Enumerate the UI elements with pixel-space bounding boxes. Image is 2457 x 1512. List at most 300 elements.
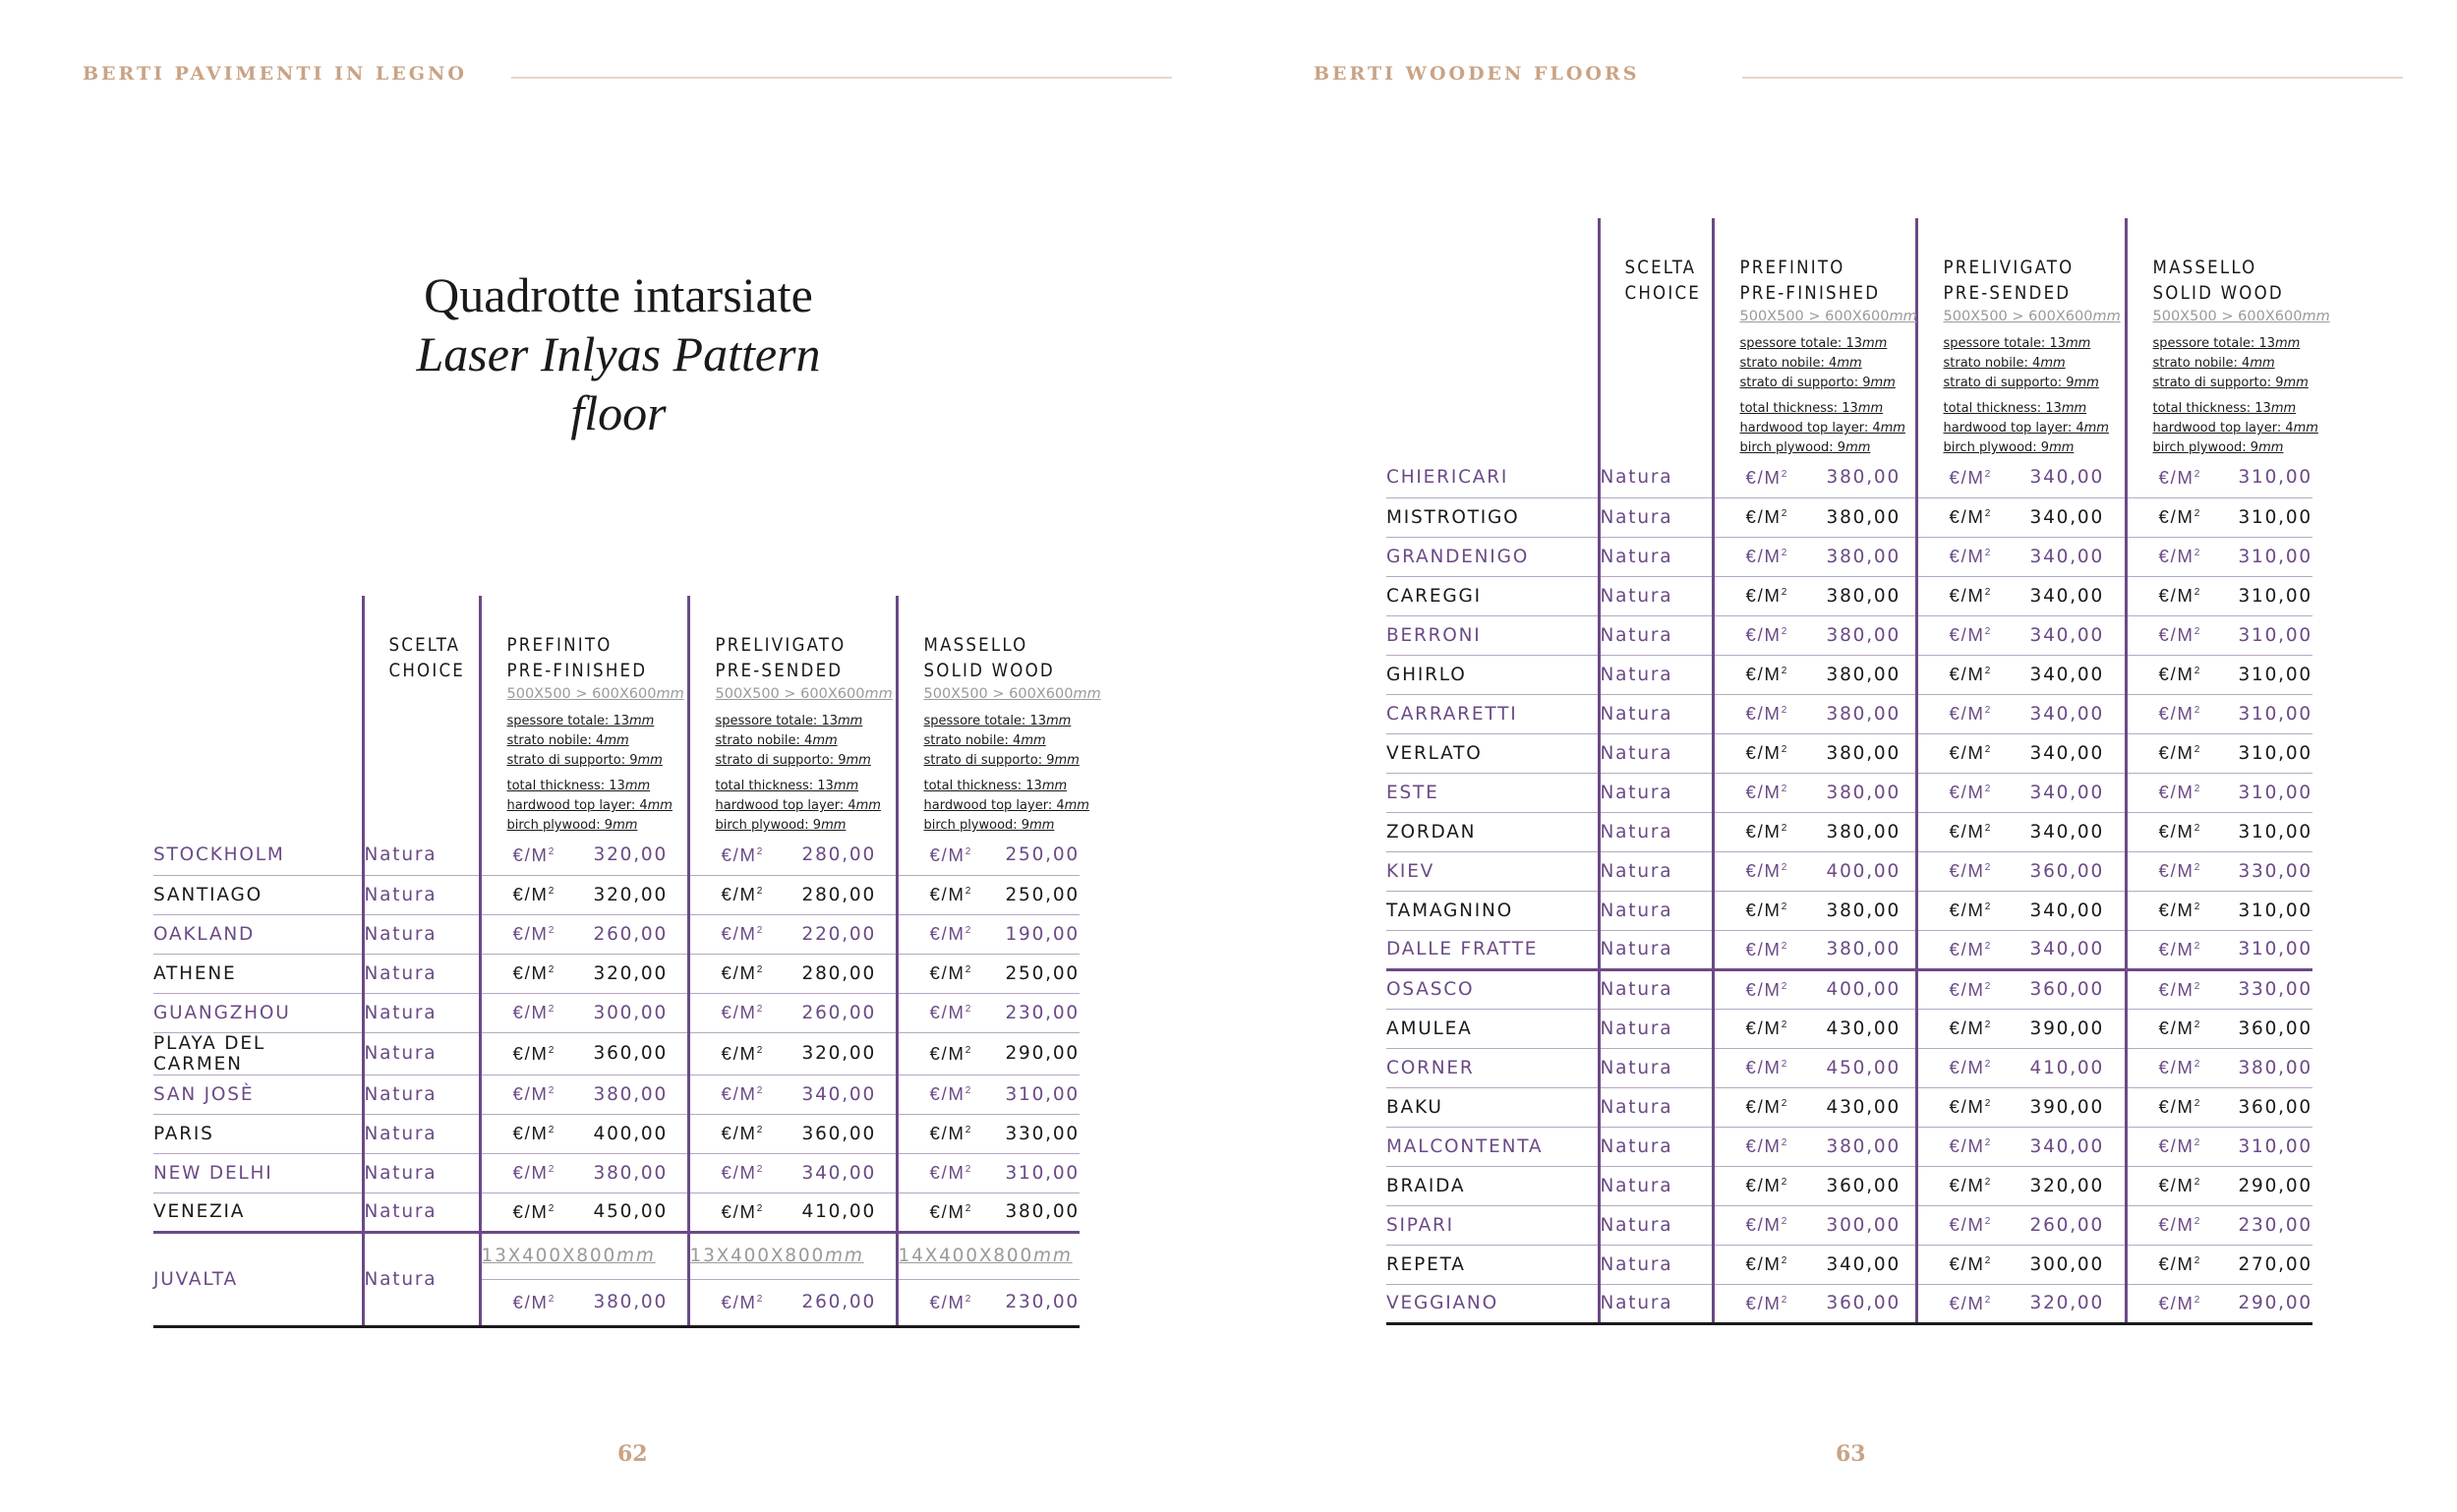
price-unit [1746, 782, 1827, 803]
price-cell [2126, 615, 2312, 655]
spec-line [716, 751, 896, 771]
juvalta-size-value: 14X400X800 [898, 1246, 1034, 1266]
price [899, 1292, 1081, 1313]
price [1918, 860, 2125, 882]
unit-text: €/M [1745, 624, 1782, 645]
unit-text: €/M [2158, 1175, 2194, 1195]
unit-text: €/M [1745, 1292, 1782, 1313]
unit-sup: 2 [1781, 1254, 1787, 1266]
unit-text: €/M [929, 962, 965, 983]
price-unit [1950, 664, 2030, 685]
price [1715, 467, 1915, 489]
product-choice: Natura [1599, 733, 1713, 773]
unit-sup: 2 [1984, 586, 1991, 598]
price-unit [1746, 821, 1827, 843]
unit-sup: 2 [756, 1003, 763, 1015]
spec-line [1944, 438, 2125, 458]
unit-text: €/M [1949, 1018, 1985, 1038]
spec-unit: mm [833, 779, 859, 793]
price-cell [1916, 969, 2126, 1009]
price-unit [2159, 782, 2239, 803]
price-cell [1916, 930, 2126, 969]
spec-unit: mm [2066, 336, 2091, 351]
price-unit [1950, 1253, 2030, 1275]
price-value: 360,00 [2029, 860, 2105, 882]
unit-text: €/M [2158, 900, 2194, 920]
unit-sup: 2 [1781, 743, 1787, 755]
unit-sup: 2 [1984, 1136, 1991, 1148]
price-unit [1950, 1175, 2030, 1196]
header-size-value: 500X500 > 600X600 [1943, 309, 2093, 324]
unit-sup: 2 [756, 1124, 763, 1135]
price-value: 380,00 [1826, 939, 1901, 960]
header-specs_it [1740, 334, 1915, 393]
unit-sup: 2 [965, 845, 971, 857]
price-unit [722, 1043, 802, 1065]
unit-text: €/M [1745, 938, 1782, 960]
price [899, 1201, 1081, 1223]
unit-sup: 2 [2194, 861, 2200, 873]
spec-unit: mm [2049, 440, 2075, 455]
price-cell [480, 1114, 688, 1153]
price-value: 380,00 [1005, 1201, 1080, 1222]
running-head-right: BERTI WOODEN FLOORS [1314, 63, 1640, 85]
price [1715, 624, 1915, 646]
price [482, 1123, 687, 1144]
unit-sup: 2 [1984, 468, 1991, 480]
header-choice-label: CHOICE [1624, 283, 1701, 304]
price-value: 310,00 [2238, 624, 2312, 646]
unit-sup: 2 [1984, 901, 1991, 912]
price-cell [480, 1279, 688, 1326]
product-choice: Natura [363, 836, 480, 875]
price-cell [1713, 1009, 1916, 1048]
product-name: MISTROTIGO [1386, 497, 1599, 537]
price-unit [1746, 1018, 1827, 1039]
product-name: PARIS [153, 1114, 363, 1153]
price [690, 1043, 896, 1065]
spec-line [1740, 354, 1915, 374]
unit-text: €/M [1949, 1175, 1985, 1195]
price-cell [1916, 615, 2126, 655]
price-unit [930, 1002, 1006, 1023]
price-unit [2159, 585, 2239, 607]
unit-sup: 2 [2194, 507, 2200, 519]
spec-text: total thickness: 13 [506, 779, 625, 793]
spec-unit: mm [647, 798, 673, 813]
header-row [1386, 218, 2312, 458]
spec-unit: mm [2270, 401, 2297, 416]
spec-line [2153, 374, 2313, 393]
spec-line [716, 731, 896, 751]
price [482, 923, 687, 945]
price-unit [513, 1123, 594, 1144]
spec-unit: mm [1857, 401, 1884, 416]
unit-sup: 2 [1984, 940, 1991, 952]
table-row [1386, 458, 2312, 497]
unit-text: €/M [2158, 1292, 2194, 1313]
juvalta-size-unit: mm [1033, 1246, 1073, 1266]
price-unit [930, 962, 1006, 984]
spec-text: birch plywood: 9 [506, 818, 614, 833]
product-choice: Natura [1599, 655, 1713, 694]
price-unit [1950, 585, 2030, 607]
unit-text: €/M [721, 923, 757, 944]
juvalta-size-unit: mm [616, 1246, 656, 1266]
spec-text: strato di supporto: 9 [1739, 376, 1871, 390]
price-value: 380,00 [1826, 585, 1901, 607]
price-cell [2126, 969, 2312, 1009]
price-unit [1746, 703, 1827, 725]
unit-text: €/M [1949, 1135, 1985, 1156]
title-english: Laser Inlyas Pattern floor [416, 326, 821, 440]
price-unit [2159, 1214, 2239, 1236]
unit-text: €/M [1745, 900, 1782, 920]
price-cell [480, 914, 688, 954]
price-cell [2126, 694, 2312, 733]
unit-sup: 2 [1781, 625, 1787, 637]
unit-text: €/M [512, 923, 549, 944]
header-specs_en [923, 777, 1089, 836]
unit-sup: 2 [548, 885, 555, 897]
price [2128, 860, 2313, 882]
table-row [1386, 969, 2312, 1009]
unit-sup: 2 [965, 1124, 971, 1135]
product-name: GUANGZHOU [153, 993, 363, 1032]
unit-text: €/M [2158, 1057, 2194, 1077]
unit-sup: 2 [756, 1202, 763, 1214]
price-unit [2159, 979, 2239, 1001]
price-value: 290,00 [1005, 1043, 1080, 1064]
product-name: VEGGIANO [1386, 1284, 1599, 1323]
price-cell [1713, 694, 1916, 733]
header-prefinished-label: PREFINITO [506, 635, 613, 656]
price-value: 280,00 [801, 844, 877, 866]
juvalta-size-value: 13X400X800 [689, 1246, 826, 1266]
header-choice [363, 596, 480, 836]
unit-text: €/M [929, 1123, 965, 1143]
price-unit [1746, 900, 1827, 921]
price-value: 330,00 [2238, 979, 2312, 1000]
spec-line [507, 777, 687, 796]
price-value: 300,00 [1826, 1214, 1901, 1236]
price-table-left [153, 596, 1101, 1328]
price [899, 844, 1081, 866]
product-choice: Natura [1599, 497, 1713, 537]
unit-text: €/M [721, 843, 757, 865]
product-name: BAKU [1386, 1087, 1599, 1127]
unit-sup: 2 [965, 924, 971, 936]
spec-line [716, 777, 896, 796]
price-unit [1746, 860, 1827, 882]
price-value: 310,00 [2238, 900, 2312, 921]
header-presended-label: PRE-SENDED [1943, 283, 2072, 304]
price-unit [1950, 1057, 2030, 1078]
unit-text: €/M [512, 962, 549, 983]
price-value: 340,00 [2029, 939, 2105, 960]
spec-unit: mm [1064, 798, 1089, 813]
price [1918, 1175, 2125, 1196]
spec-line [924, 731, 1081, 751]
price [690, 884, 896, 905]
price [690, 1083, 896, 1105]
price-value: 340,00 [2029, 585, 2105, 607]
spec-text: total thickness: 13 [1739, 401, 1858, 416]
unit-text: €/M [2158, 938, 2194, 960]
unit-sup: 2 [548, 1003, 555, 1015]
price-cell [2126, 655, 2312, 694]
product-choice: Natura [1599, 576, 1713, 615]
unit-text: €/M [721, 1002, 757, 1022]
price-value: 340,00 [2029, 900, 2105, 921]
unit-sup: 2 [2194, 665, 2200, 676]
price-cell [2126, 1205, 2312, 1245]
unit-sup: 2 [1781, 940, 1787, 952]
unit-sup: 2 [2194, 901, 2200, 912]
unit-sup: 2 [2194, 980, 2200, 992]
price [1715, 1214, 1915, 1236]
spec-line [924, 751, 1081, 771]
unit-sup: 2 [1984, 743, 1991, 755]
juvalta-size [897, 1232, 1080, 1279]
header-prefinished-label: PRE-FINISHED [1739, 283, 1881, 304]
price-value: 380,00 [593, 1292, 669, 1312]
price-value: 300,00 [593, 1002, 669, 1023]
table-row [1386, 930, 2312, 969]
product-choice: Natura [1599, 1245, 1713, 1284]
header-size-unit: mm [2302, 309, 2330, 324]
product-name: CAREGGI [1386, 576, 1599, 615]
header-size [2152, 307, 2330, 326]
header-size-value: 500X500 > 600X600 [715, 686, 865, 702]
price [690, 1162, 896, 1184]
price-unit [513, 844, 594, 866]
unit-text: €/M [1745, 506, 1782, 527]
spec-text: hardwood top layer: 4 [2152, 421, 2294, 436]
price-value: 360,00 [1826, 1175, 1901, 1196]
price-unit [722, 1002, 802, 1023]
price [1918, 1018, 2125, 1039]
price [1715, 860, 1915, 882]
price-cell [2126, 1048, 2312, 1087]
price-value: 360,00 [2238, 1096, 2312, 1118]
unit-text: €/M [1745, 860, 1782, 881]
unit-sup: 2 [1984, 822, 1991, 834]
unit-text: €/M [2158, 703, 2194, 724]
price-value: 340,00 [2029, 546, 2105, 567]
unit-text: €/M [2158, 978, 2194, 1000]
unit-text: €/M [1949, 782, 1985, 802]
unit-sup: 2 [1781, 507, 1787, 519]
price [1918, 782, 2125, 803]
unit-sup: 2 [1984, 547, 1991, 558]
price-value: 380,00 [1826, 546, 1901, 567]
price [1918, 1293, 2125, 1314]
unit-sup: 2 [2194, 743, 2200, 755]
price [2128, 467, 2313, 489]
unit-text: €/M [2158, 1214, 2194, 1235]
price-cell [480, 1153, 688, 1192]
spec-line [1740, 374, 1915, 393]
product-choice: Natura [363, 1232, 480, 1326]
spec-unit: mm [855, 798, 881, 813]
price-value: 380,00 [2238, 1057, 2312, 1078]
unit-text: €/M [1949, 506, 1985, 527]
price [2128, 624, 2313, 646]
price-value: 310,00 [2238, 939, 2312, 960]
price [1918, 742, 2125, 764]
header-size-value: 500X500 > 600X600 [2152, 309, 2303, 324]
price-cell [1713, 537, 1916, 576]
price [1918, 1057, 2125, 1078]
header-size-value: 500X500 > 600X600 [506, 686, 657, 702]
unit-text: €/M [1949, 1253, 1985, 1274]
unit-sup: 2 [2194, 704, 2200, 716]
price-unit [513, 962, 594, 984]
price-unit [930, 1201, 1006, 1223]
spec-unit: mm [2250, 356, 2275, 371]
price-cell [2126, 1245, 2312, 1284]
unit-text: €/M [512, 884, 549, 904]
unit-text: €/M [929, 1162, 965, 1183]
price [482, 844, 687, 866]
unit-sup: 2 [1984, 1294, 1991, 1306]
unit-sup: 2 [1781, 861, 1787, 873]
price-value: 310,00 [2238, 703, 2312, 725]
price-value: 410,00 [801, 1201, 877, 1222]
product-choice: Natura [1599, 773, 1713, 812]
product-choice: Natura [1599, 1205, 1713, 1245]
unit-text: €/M [1949, 624, 1985, 645]
table-row [153, 1153, 1080, 1192]
unit-sup: 2 [2194, 1018, 2200, 1030]
price-value: 230,00 [2238, 1214, 2312, 1236]
price [899, 923, 1081, 945]
header-choice-label: CHOICE [388, 661, 465, 681]
unit-sup: 2 [2194, 783, 2200, 794]
price-cell [1713, 930, 1916, 969]
header-specs_en [1944, 399, 2125, 458]
unit-text: €/M [1745, 978, 1782, 1000]
spec-unit: mm [1054, 753, 1080, 768]
spec-text: hardwood top layer: 4 [506, 798, 648, 813]
title-italian: Quadrotte intarsiate [424, 267, 813, 322]
unit-sup: 2 [548, 1202, 555, 1214]
price-cell [1713, 773, 1916, 812]
unit-sup: 2 [2194, 1176, 2200, 1188]
unit-sup: 2 [548, 1044, 555, 1056]
price-cell [688, 954, 897, 993]
unit-text: €/M [721, 1042, 757, 1064]
product-name: STOCKHOLM [153, 836, 363, 875]
header-specs_it [1944, 334, 2125, 393]
header-row [153, 596, 1080, 836]
price-value: 320,00 [2029, 1293, 2105, 1313]
unit-text: €/M [721, 884, 757, 904]
price-value: 290,00 [2238, 1293, 2312, 1313]
unit-text: €/M [1949, 1096, 1985, 1117]
spec-unit: mm [1021, 733, 1046, 748]
price-cell [1916, 1009, 2126, 1048]
header-specs_it [2153, 334, 2313, 393]
product-choice: Natura [1599, 1087, 1713, 1127]
product-choice: Natura [1599, 1166, 1713, 1205]
spec-unit: mm [1029, 818, 1055, 833]
product-name: ESTE [1386, 773, 1599, 812]
unit-sup: 2 [965, 885, 971, 897]
unit-sup: 2 [2194, 625, 2200, 637]
price-unit [722, 884, 802, 905]
table-row [153, 914, 1080, 954]
price [2128, 546, 2313, 567]
unit-sup: 2 [1984, 1254, 1991, 1266]
juvalta-size-value: 13X400X800 [481, 1246, 617, 1266]
price-value: 390,00 [2029, 1096, 2105, 1118]
product-name: GHIRLO [1386, 655, 1599, 694]
unit-text: €/M [512, 1002, 549, 1022]
price-value: 340,00 [801, 1083, 877, 1105]
unit-text: €/M [2158, 664, 2194, 684]
header-presended [688, 596, 897, 836]
header-size [507, 684, 687, 704]
price [2128, 1293, 2313, 1314]
unit-text: €/M [512, 1042, 549, 1064]
price-unit [722, 1201, 802, 1223]
header-presended-label: PRELIVIGATO [715, 635, 847, 656]
unit-sup: 2 [965, 1293, 971, 1305]
table-row [1386, 733, 2312, 773]
price-cell [2126, 497, 2312, 537]
price [1715, 782, 1915, 803]
price-unit [1746, 1135, 1827, 1157]
price-value: 450,00 [593, 1201, 669, 1222]
price-unit [1950, 1096, 2030, 1118]
unit-sup: 2 [1781, 980, 1787, 992]
price-cell [1713, 576, 1916, 615]
spec-text: hardwood top layer: 4 [1943, 421, 2084, 436]
product-name: SANTIAGO [153, 875, 363, 914]
spec-text: hardwood top layer: 4 [923, 798, 1065, 813]
price-cell [1916, 1048, 2126, 1087]
spec-text: strato di supporto: 9 [506, 753, 638, 768]
header-presended-label: PRELIVIGATO [1943, 258, 2075, 278]
unit-text: €/M [1745, 782, 1782, 802]
price-value: 430,00 [1826, 1018, 1901, 1039]
unit-text: €/M [512, 1291, 549, 1312]
price-unit [1950, 860, 2030, 882]
price-value: 340,00 [2029, 624, 2105, 646]
price-cell [1713, 1127, 1916, 1166]
price-unit [2159, 1175, 2239, 1196]
product-choice: Natura [1599, 1127, 1713, 1166]
unit-text: €/M [512, 1083, 549, 1104]
price-cell [1916, 1205, 2126, 1245]
price-value: 380,00 [1826, 821, 1901, 843]
unit-sup: 2 [965, 1163, 971, 1175]
product-name: ATHENE [153, 954, 363, 993]
price [1715, 1135, 1915, 1157]
unit-text: €/M [721, 1291, 757, 1312]
unit-sup: 2 [756, 845, 763, 857]
price-unit [2159, 1293, 2239, 1314]
unit-sup: 2 [965, 1084, 971, 1096]
price-value: 340,00 [2029, 664, 2105, 685]
unit-sup: 2 [548, 963, 555, 975]
unit-text: €/M [1949, 900, 1985, 920]
price [1715, 546, 1915, 567]
price-value: 250,00 [1005, 884, 1080, 905]
price-unit [1746, 1057, 1827, 1078]
